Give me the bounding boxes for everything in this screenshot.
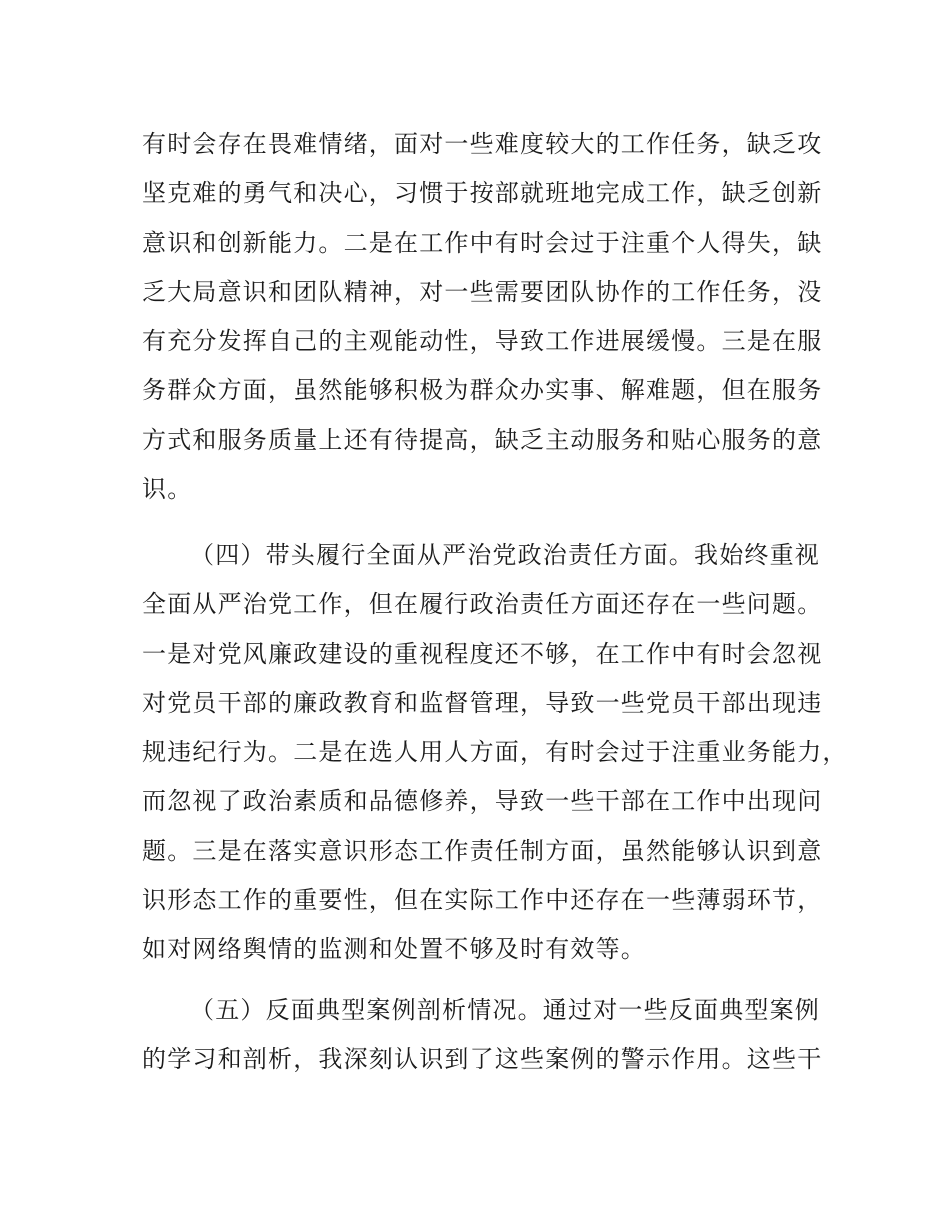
text-line: 而忽视了政治素质和品德修养，导致一些干部在工作中出现问	[142, 787, 823, 816]
text-line: 一是对党风廉政建设的重视程度还不够，在工作中有时会忽视	[142, 639, 823, 668]
text-line: 识。	[142, 475, 193, 504]
text-line: 的学习和剖析，我深刻认识到了这些案例的警示作用。这些干	[142, 1045, 823, 1074]
text-line: 务群众方面，虽然能够积极为群众办实事、解难题，但在服务	[142, 376, 823, 405]
text-line-first: （五）反面典型案例剖析情况。通过对一些反面典型案例	[190, 996, 820, 1024]
text-line: 乏大局意识和团队精神，对一些需要团队协作的工作任务，没	[142, 277, 823, 306]
text-line: 有充分发挥自己的主观能动性，导致工作进展缓慢。三是在服	[142, 327, 823, 356]
text-line: 题。三是在落实意识形态工作责任制方面，虽然能够认识到意	[142, 836, 823, 865]
text-line: 坚克难的勇气和决心，习惯于按部就班地完成工作，缺乏创新	[142, 179, 823, 208]
text-line: 意识和创新能力。二是在工作中有时会过于注重个人得失，缺	[142, 228, 823, 257]
text-line: 全面从严治党工作，但在履行政治责任方面还存在一些问题。	[142, 590, 823, 619]
paragraph-section-five	[142, 986, 842, 1085]
paragraph-section-four	[142, 531, 848, 975]
text-line-first: （四）带头履行全面从严治党政治责任方面。我始终重视	[190, 541, 820, 569]
text-line: 如对网络舆情的监测和处置不够及时有效等。	[142, 935, 646, 964]
text-line: 对党员干部的廉政教育和监督管理，导致一些党员干部出现违	[142, 688, 823, 717]
text-line: 识形态工作的重要性，但在实际工作中还存在一些薄弱环节，	[142, 886, 823, 915]
paragraph-continuation	[142, 120, 842, 514]
text-line: 有时会存在畏难情绪，面对一些难度较大的工作任务，缺乏攻	[142, 130, 823, 158]
text-line: 方式和服务质量上还有待提高，缺乏主动服务和贴心服务的意	[142, 425, 823, 454]
text-line: 规违纪行为。二是在选人用人方面，有时会过于注重业务能力，	[142, 738, 848, 767]
